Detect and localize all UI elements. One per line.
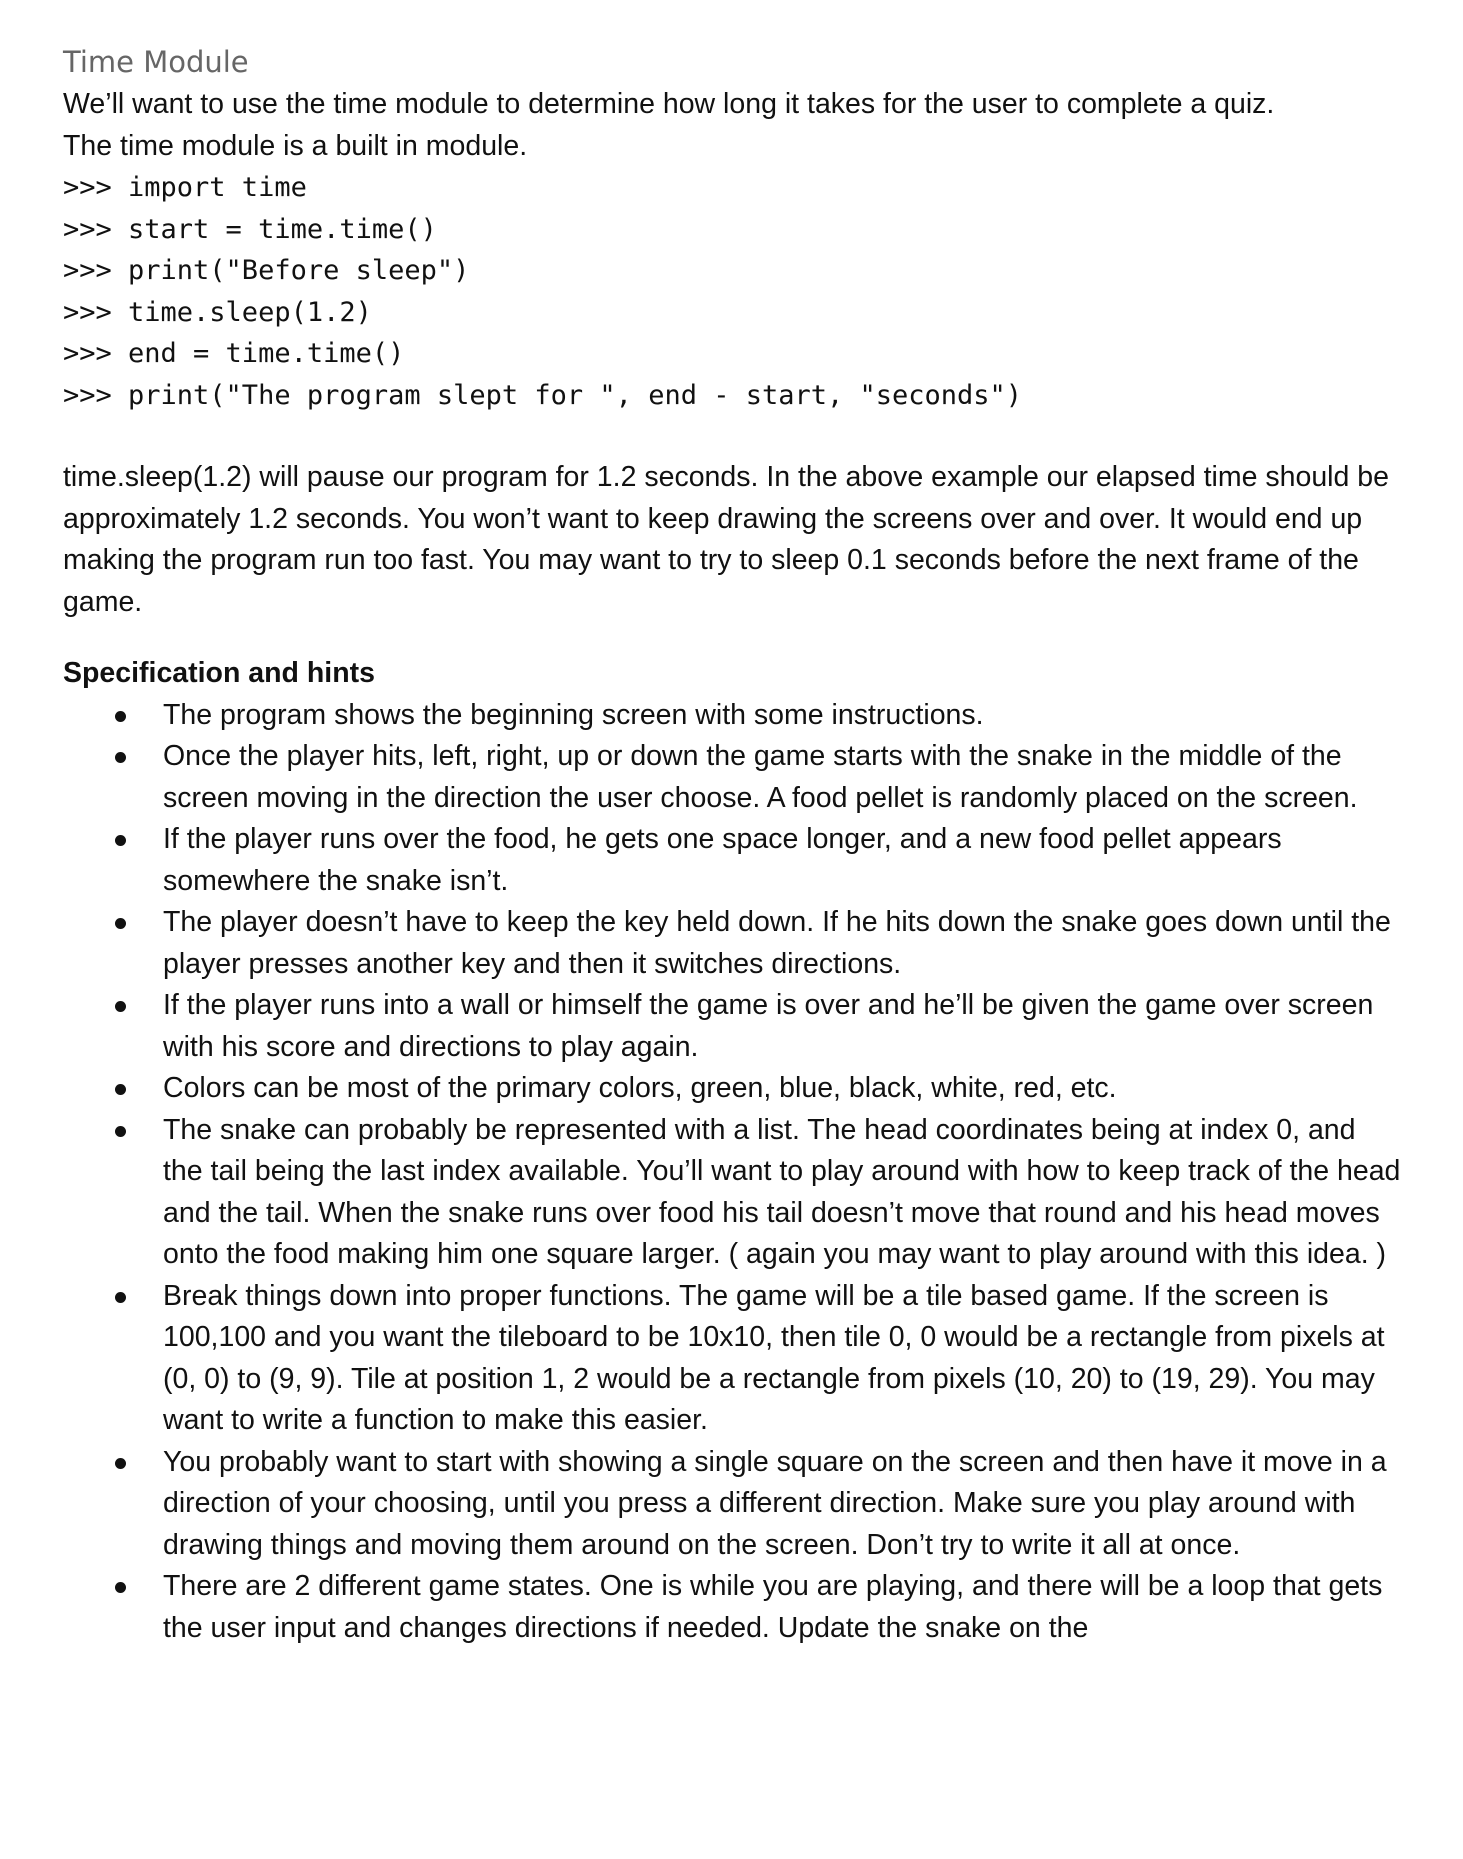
spec-list <box>63 695 1403 1650</box>
code-line: >>> print("Before sleep") <box>63 255 470 286</box>
list-item-text: You probably want to start with showing a single square on the screen and then have it move in a direction of your choosing, until you press a different direction. Make sure you play around with drawing things and moving them around on the screen. Don’t try to write it all at once. <box>163 1445 1387 1561</box>
intro-line-2: The time module is a built in module. <box>63 129 528 162</box>
bullet-icon <box>115 1458 126 1469</box>
code-line: >>> time.sleep(1.2) <box>63 296 372 328</box>
list-item-text: Once the player hits, left, right, up or down the game starts with the snake in the middle of the screen moving in the direction the user choose. A food pellet is randomly placed on the screen. <box>163 740 1358 814</box>
intro-line-1: We’ll want to use the time module to determine how long it takes for the user to complete a quiz. <box>63 88 1275 120</box>
bullet-icon <box>115 1292 126 1303</box>
bullet-icon <box>115 1126 126 1137</box>
list-item <box>63 1068 1403 1110</box>
document-page <box>63 40 1403 1649</box>
list-item-text: If the player runs into a wall or himself the game is over and he’ll be given the game over screen with his score and directions to play again. <box>163 989 1374 1063</box>
spacer <box>63 416 1403 457</box>
code-line: >>> print("The program slept for ", end - start, "seconds") <box>63 379 1023 411</box>
list-item <box>63 819 1403 902</box>
code-example <box>63 167 1403 416</box>
list-item <box>63 736 1403 819</box>
list-item <box>63 1566 1403 1649</box>
section-title: Time Module <box>63 45 249 79</box>
list-item <box>63 985 1403 1068</box>
list-item <box>63 1442 1403 1567</box>
bullet-icon <box>115 835 126 846</box>
list-item-text: The program shows the beginning screen with some instructions. <box>163 698 984 731</box>
list-item <box>63 1276 1403 1442</box>
list-item <box>63 902 1403 985</box>
list-item-text: There are 2 different game states. One is while you are playing, and there will be a loop that gets the user input and changes directions if needed. Update the snake on the <box>163 1570 1383 1644</box>
list-item-text: The snake can probably be represented with a list. The head coordinates being at index 0, and the tail being the last index available. You’ll want to play around with how to keep track of the head and the tail. When the snake runs over food his tail doesn’t move that round and his head moves onto the food making him one square larger. ( again you may want to play around with this idea. ) <box>163 1113 1401 1270</box>
bullet-icon <box>115 1084 126 1095</box>
spec-heading: Specification and hints <box>63 657 375 689</box>
list-item-text: If the player runs over the food, he gets one space longer, and a new food pellet appears somewhere the snake isn’t. <box>163 823 1282 897</box>
bullet-icon <box>115 752 126 763</box>
bullet-icon <box>115 711 126 722</box>
code-line: >>> start = time.time() <box>63 213 437 245</box>
bullet-icon <box>115 1582 126 1593</box>
list-item <box>63 695 1403 737</box>
explanation-paragraph: time.sleep(1.2) will pause our program for 1.2 seconds. In the above example our elapsed time should be approximately 1.2 seconds. You won’t want to keep drawing the screens over and over. It would end up making the program run too fast. You may want to try to sleep 0.1 seconds before the next frame of the game. <box>63 461 1389 618</box>
code-line: >>> import time <box>63 172 307 203</box>
list-item-text: Break things down into proper functions. The game will be a tile based game. If the screen is 100,100 and you want the tileboard to be 10x10, then tile 0, 0 would be a rectangle from pixels at (0, 0) to (9, 9). Tile at position 1, 2 would be a rectangle from pixels (10, 20) to (19, 29). You may want to write a function to make this easier. <box>163 1279 1385 1436</box>
code-line: >>> end = time.time() <box>63 338 405 369</box>
list-item-text: The player doesn’t have to keep the key held down. If he hits down the snake goes down until the player presses another key and then it switches directions. <box>163 906 1391 980</box>
bullet-icon <box>115 1001 126 1012</box>
spacer <box>63 623 1403 653</box>
bullet-icon <box>115 918 126 929</box>
list-item-text: Colors can be most of the primary colors, green, blue, black, white, red, etc. <box>163 1072 1117 1104</box>
list-item <box>63 1110 1403 1276</box>
